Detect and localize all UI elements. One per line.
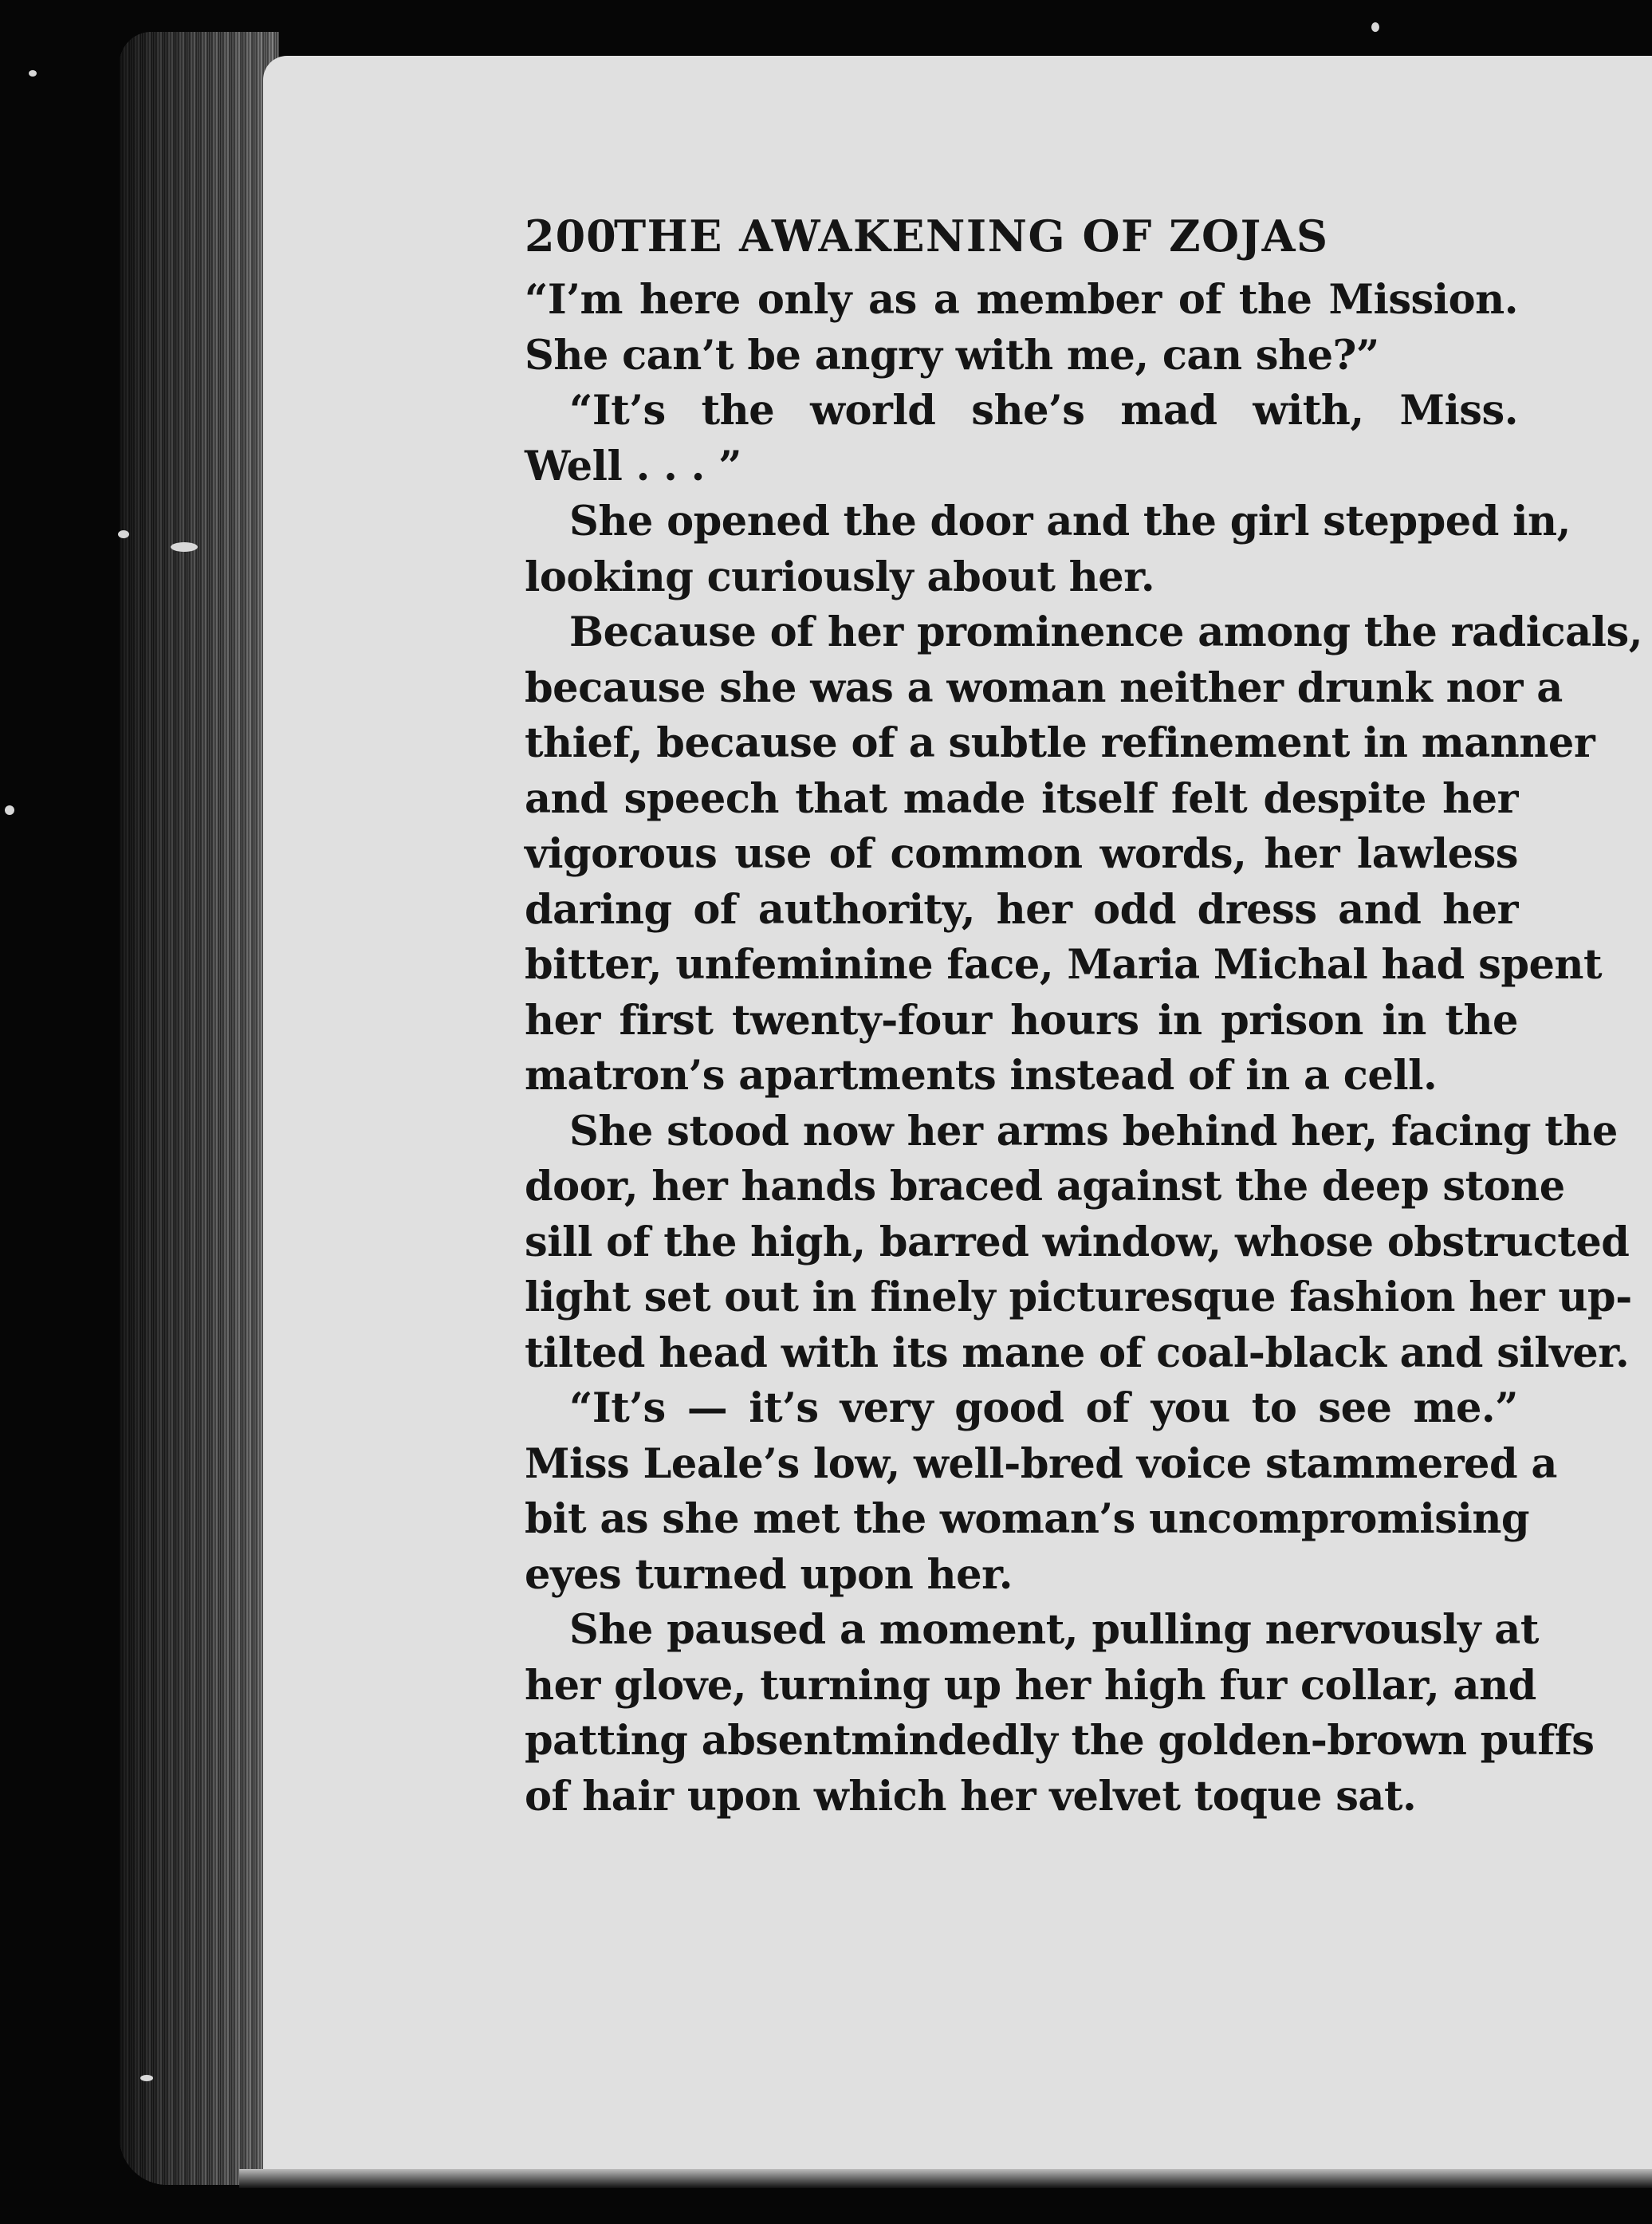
page-text (525, 209, 1643, 1824)
text-line: vigorous use of common words, her lawless (525, 830, 1518, 878)
text-line: because she was a woman neither drunk nor a (525, 663, 1563, 712)
paragraph-1 (525, 273, 1518, 384)
text-line: sill of the high, barred window, whose obstructed (525, 1218, 1630, 1266)
text-line: matron’s apartments instead of in a cell. (525, 1052, 1438, 1100)
text-line: She opened the door and the girl stepped in, (569, 498, 1571, 545)
paragraph-6 (525, 1381, 1557, 1603)
paragraph-4 (525, 605, 1643, 1104)
text-line: Miss Leale’s low, well-bred voice stammered a (525, 1439, 1557, 1488)
text-line: looking curiously about her. (525, 553, 1155, 601)
text-line: Because of her prominence among the radicals, (569, 608, 1643, 656)
text-line: bit as she met the woman’s uncompromising (525, 1495, 1530, 1543)
dust-speck (1371, 22, 1379, 32)
paragraph-3 (525, 494, 1571, 605)
text-line: “I’m here only as a member of the Mission. (525, 276, 1518, 324)
text-line: patting absentmindedly the golden-brown puffs (525, 1717, 1595, 1765)
page-edge-shadow (120, 32, 279, 2185)
text-line: light set out in finely picturesque fashion her up- (525, 1273, 1632, 1321)
text-line: “It’s the world she’s mad with, Miss. (569, 387, 1518, 435)
text-line: of hair upon which her velvet toque sat. (525, 1772, 1417, 1821)
running-title: THE AWAKENING OF ZOJAS (614, 211, 1329, 262)
text-line: eyes turned upon her. (525, 1550, 1013, 1599)
text-line: “It’s — it’s very good of you to see me.” (569, 1384, 1518, 1432)
text-line: bitter, unfeminine face, Maria Michal had spent (525, 941, 1603, 989)
paragraph-2 (525, 384, 1518, 494)
page-number: 200 (525, 211, 617, 262)
dust-speck (5, 805, 14, 815)
text-line: tilted head with its mane of coal-black and silver. (525, 1328, 1630, 1377)
text-line: She stood now her arms behind her, facing the (569, 1107, 1618, 1155)
text-line: She can’t be angry with me, can she?” (525, 331, 1379, 380)
paragraph-7 (525, 1603, 1595, 1824)
text-line: She paused a moment, pulling nervously at (569, 1606, 1539, 1654)
dust-speck (171, 542, 198, 552)
dust-speck (118, 530, 129, 538)
dust-speck (29, 70, 37, 77)
page-bottom-edge (239, 2169, 1652, 2188)
text-line: thief, because of a subtle refinement in manner (525, 719, 1595, 767)
running-head (525, 209, 1518, 273)
text-line: her glove, turning up her high fur collar, and (525, 1661, 1536, 1710)
paragraph-5 (525, 1104, 1632, 1382)
text-line: door, her hands braced against the deep stone (525, 1163, 1565, 1210)
dust-speck (140, 2075, 153, 2081)
text-line: and speech that made itself felt despite her (525, 774, 1518, 823)
text-line: Well . . . ” (525, 442, 741, 490)
text-line: her first twenty-four hours in prison in the (525, 996, 1518, 1045)
text-line: daring of authority, her odd dress and her (525, 885, 1518, 934)
